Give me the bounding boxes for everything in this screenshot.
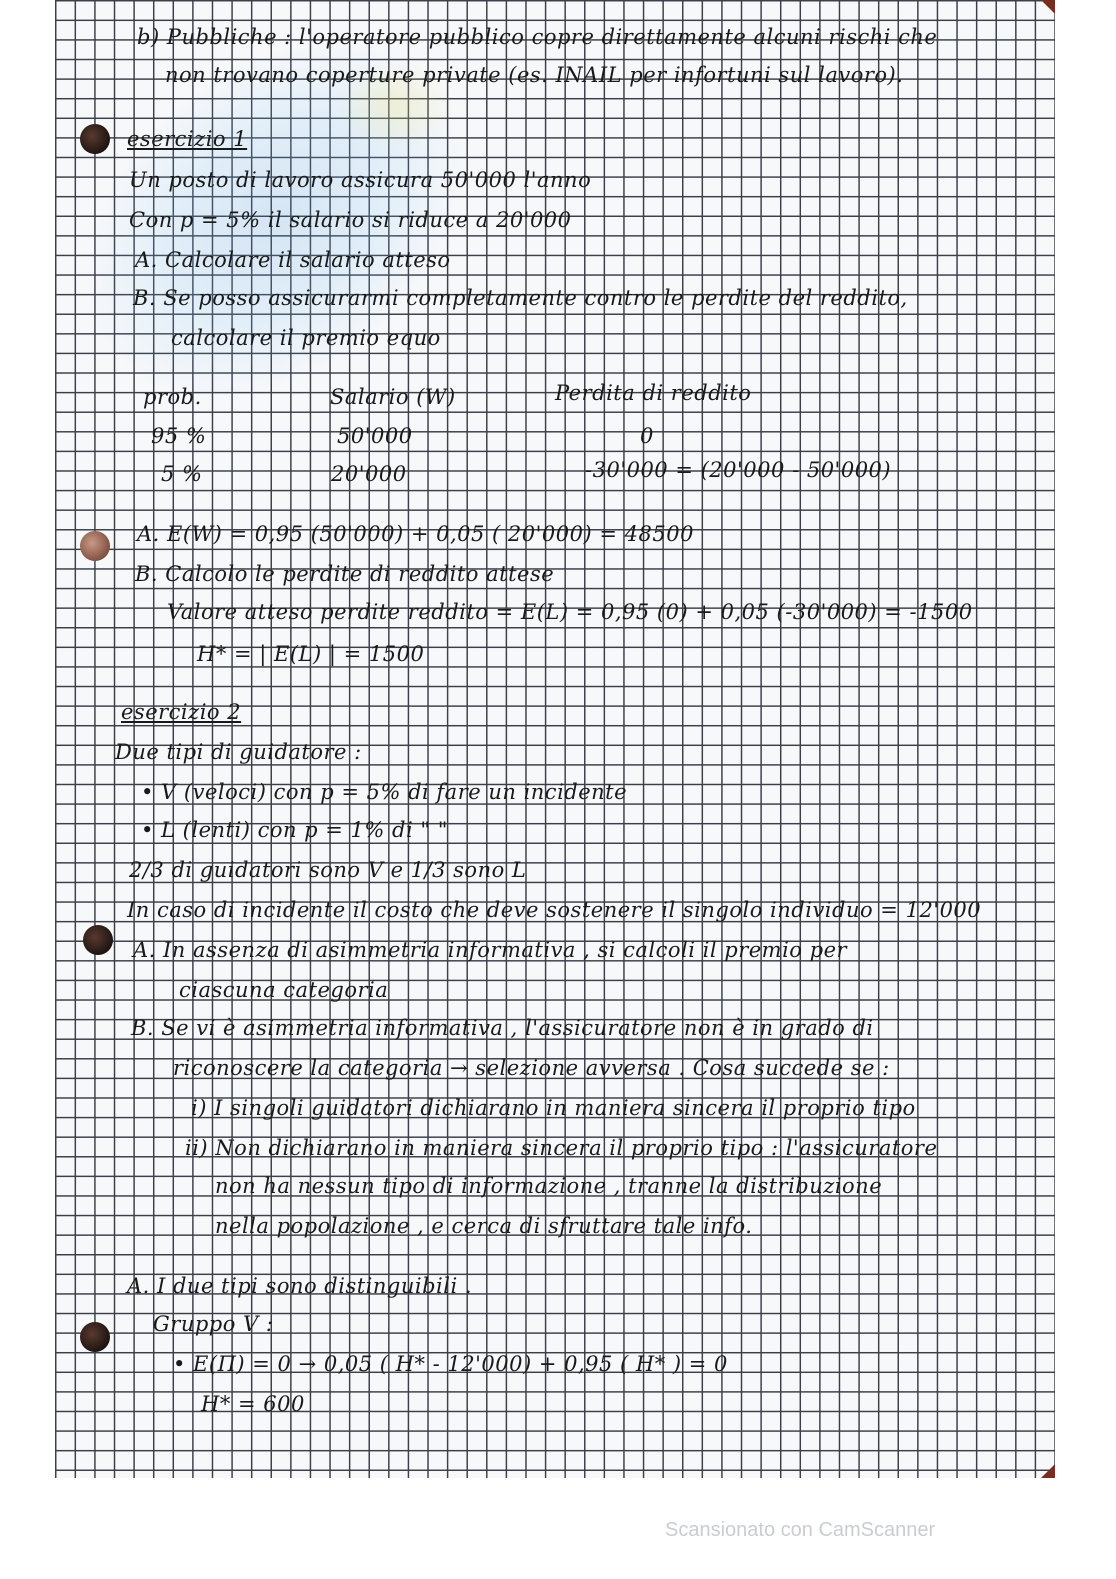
text-line: In caso di incidente il costo che deve sostenere il singolo individuo = 12'000	[127, 898, 982, 922]
list-item: • E(Π) = 0 → 0,05 ( H* - 12'000) + 0,95 ( H* ) = 0	[173, 1352, 728, 1376]
table-cell: 20'000	[331, 462, 407, 486]
text-line: Gruppo V :	[153, 1312, 274, 1336]
page-corner	[1041, 0, 1055, 14]
text-line: calcolare il premio equo	[171, 326, 441, 350]
text-line: 2/3 di guidatori sono V e 1/3 sono L	[129, 858, 527, 882]
text-line: B. Calcolo le perdite di reddito attese	[135, 562, 555, 586]
text-line: A. E(W) = 0,95 (50'000) + 0,05 ( 20'000) = 48500	[137, 522, 694, 546]
text-line: non ha nessun tipo di informazione , tranne la distribuzione	[215, 1174, 883, 1198]
text-line: riconoscere la categoria → selezione avversa . Cosa succede se :	[173, 1056, 890, 1080]
text-line: Valore atteso perdite reddito = E(L) = 0,95 (0) + 0,05 (-30'000) = -1500	[167, 600, 973, 624]
binder-hole	[80, 124, 110, 154]
scanner-watermark: Scansionato con CamScanner	[665, 1519, 936, 1541]
text-line: B. Se posso assicurarmi completamente contro le perdite del reddito,	[133, 286, 908, 310]
binder-hole	[80, 1322, 110, 1352]
text-line: Due tipi di guidatore :	[115, 740, 362, 764]
table-header: prob.	[143, 385, 202, 409]
table-cell: 50'000	[337, 424, 413, 448]
list-item: • L (lenti) con p = 1% di " "	[141, 818, 448, 842]
table-cell: 5 %	[161, 462, 203, 486]
section-heading: esercizio 2	[121, 700, 242, 724]
text-line: Con p = 5% il salario si riduce a 20'000	[129, 208, 572, 232]
list-item: ii) Non dichiarano in maniera sincera il proprio tipo : l'assicuratore	[185, 1136, 938, 1160]
page-corner	[1041, 1464, 1055, 1478]
table-header: Perdita di reddito	[555, 381, 752, 405]
notebook-page	[55, 0, 1055, 1478]
text-line: B. Se vi è asimmetria informativa , l'assicuratore non è in grado di	[131, 1016, 874, 1040]
text-line: H* = 600	[201, 1392, 305, 1416]
binder-hole	[83, 925, 113, 955]
text-line: ciascuna categoria	[179, 978, 389, 1002]
list-item: i) I singoli guidatori dichiarano in maniera sincera il proprio tipo	[191, 1096, 916, 1120]
binder-hole	[80, 531, 110, 561]
text-line: A. Calcolare il salario atteso	[135, 248, 451, 272]
text-line: b) Pubbliche : l'operatore pubblico copre direttamente alcuni rischi che	[137, 25, 938, 49]
text-line: A. In assenza di asimmetria informativa , si calcoli il premio per	[133, 938, 848, 962]
text-line: non trovano coperture private (es. INAIL per infortuni sul lavoro).	[165, 63, 904, 87]
table-cell: 0	[640, 424, 654, 448]
text-line: H* = | E(L) | = 1500	[197, 642, 425, 666]
text-line: nella popolazione , e cerca di sfruttare tale info.	[215, 1214, 753, 1238]
text-line: Un posto di lavoro assicura 50'000 l'anno	[129, 168, 592, 192]
table-cell: 95 %	[151, 424, 207, 448]
table-cell: -30'000 = (20'000 - 50'000)	[585, 458, 892, 482]
list-item: • V (veloci) con p = 5% di fare un incidente	[141, 780, 628, 804]
section-heading: esercizio 1	[127, 127, 248, 151]
table-header: Salario (W)	[330, 385, 456, 409]
text-line: A. I due tipi sono distinguibili .	[127, 1274, 473, 1298]
